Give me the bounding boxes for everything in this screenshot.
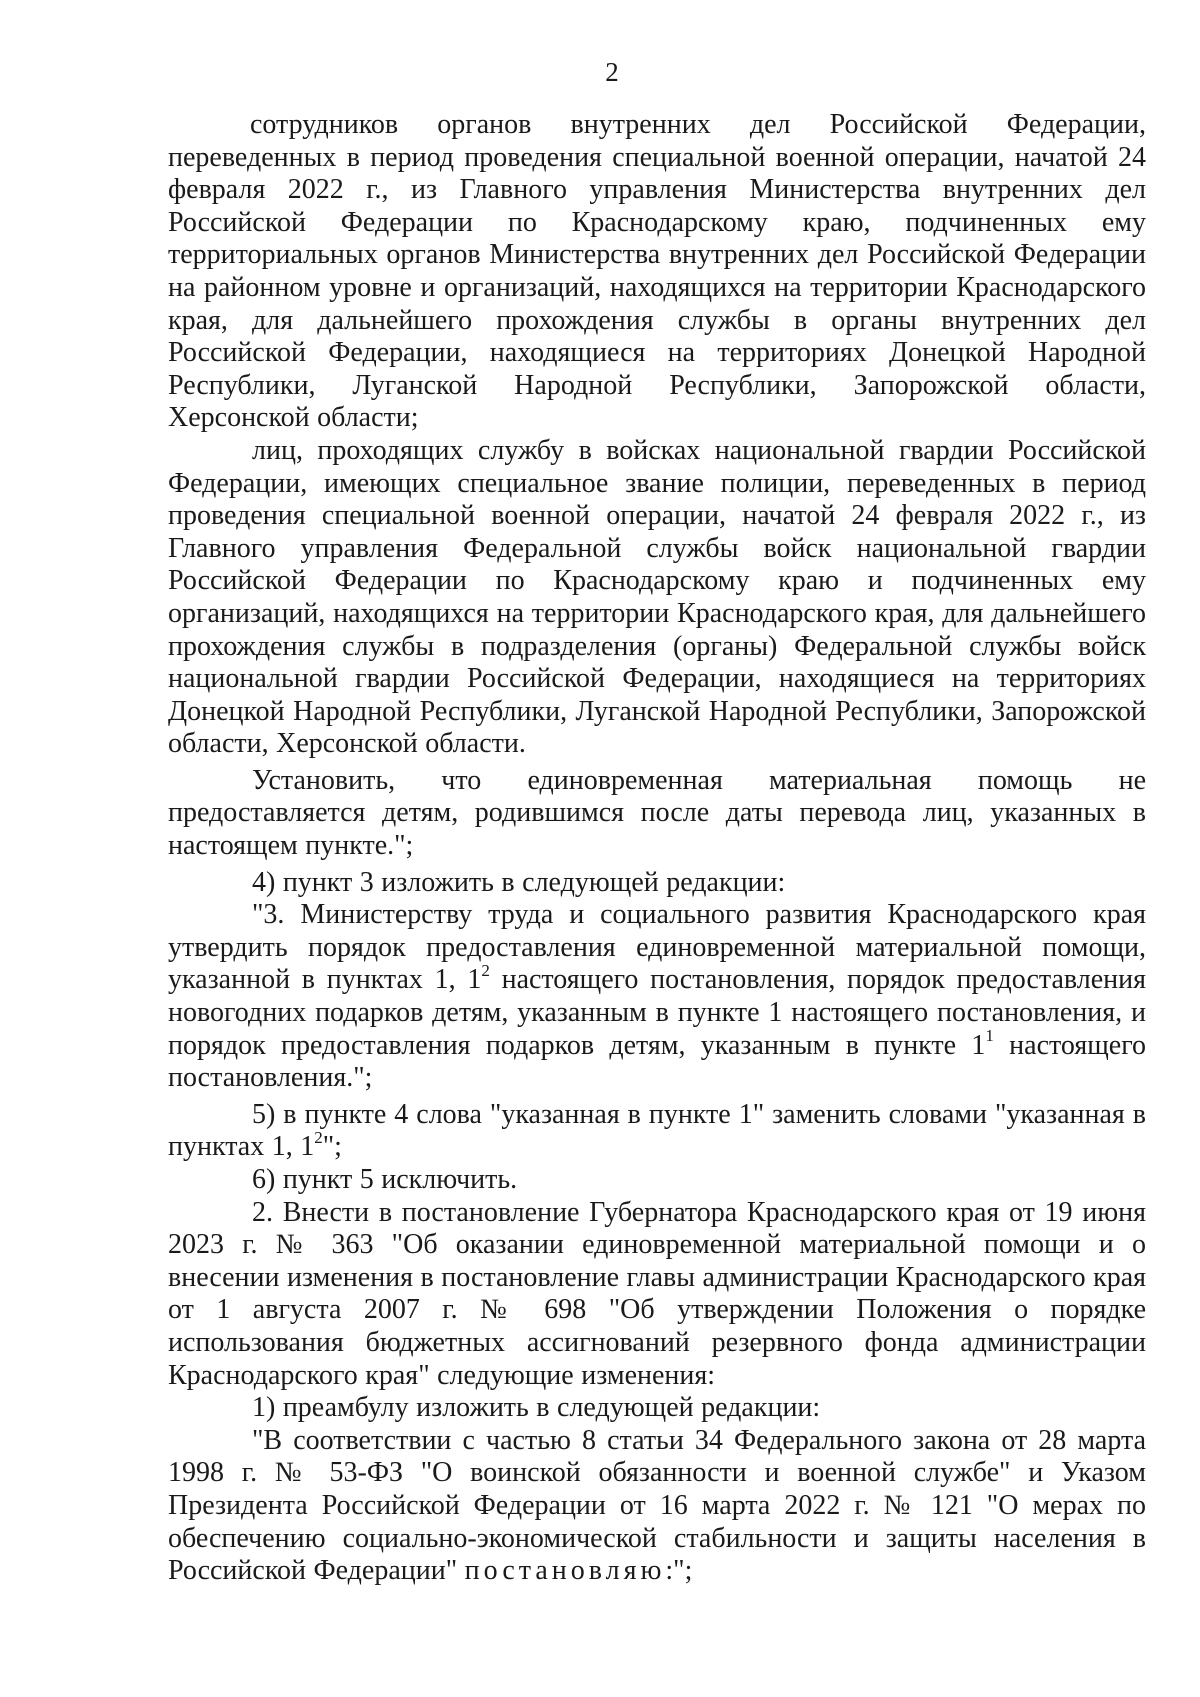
- paragraph-text: настоящего постановления, порядок предоставления новогодних подарков детям, указанным в пункте 1 настоящего постановления, и порядок предоставления подарков детям, указанным в пункте 1: [168, 964, 1146, 1061]
- paragraph-material-aid-exclusion: Установить, что единовременная материальная помощь не предоставляется детям, родившимся после даты перевода лиц, указанных в настоящем пункте.";: [168, 764, 1146, 862]
- paragraph-item-5: [168, 1099, 1146, 1164]
- paragraph-national-guard: лиц, проходящих службу в войсках национальной гвардии Российской Федерации, имеющих специальное звание полиции, переведенных в период проведения специальной военной операции, начатой 24 февраля 2022 г., из Главного управления Федеральной службы войск национальной гвардии Российской Федерации по Краснодарскому краю и подчиненных ему организаций, находящихся на территории Краснодарского края, для дальнейшего прохождения службы в подразделения (органы) Федеральной службы войск национальной гвардии Российской Федерации, находящиеся на территориях Донецкой Народной Республики, Луганской Народной Республики, Запорожской области, Херсонской области.: [168, 434, 1146, 760]
- paragraph-text: "В соответствии с частью 8 статьи 34 Федерального закона от 28 марта 1998 г. № 53-ФЗ "О воинской обязанности и военной службе" и Указом Президента Российской Федерации от 16 марта 2022 г. № 121 "О мерах по обеспечению социально-экономической стабильности и защиты населения в Российской Федерации": [168, 1424, 1146, 1587]
- paragraph-text: настоящего постановления.";: [168, 1029, 1146, 1094]
- paragraph-text: ";: [322, 1131, 342, 1163]
- paragraph-item-4: 4) пункт 3 изложить в следующей редакции:: [252, 866, 786, 898]
- page-number: 2: [605, 57, 619, 87]
- paragraph-item-6: 6) пункт 5 исключить.: [252, 1164, 518, 1195]
- paragraph-text: 5) в пункте 4 слова "указанная в пункте 1" заменить словами "указанная в пунктах 1, 1: [168, 1098, 1146, 1163]
- spaced-keyword: постановляю: [464, 1555, 666, 1587]
- paragraph-text: "3. Министерству труда и социального развития Краснодарского края утвердить порядок предоставления единовременной материальной помощи, указанной в пунктах 1, 1: [168, 899, 1146, 996]
- document-body: [168, 109, 1146, 1588]
- superscript: 2: [314, 1128, 323, 1148]
- paragraph-police-officers: сотрудников органов внутренних дел Российской Федерации, переведенных в период проведения специальной военной операции, начатой 24 февраля 2022 г., из Главного управления Министерства внутренних дел Российской Федерации по Краснодарскому краю, подчиненных ему территориальных органов Министерства внутренних дел Российской Федерации на районном уровне и организаций, находящихся на территории Краснодарского края, для дальнейшего прохождения службы в органы внутренних дел Российской Федерации, находящиеся на территориях Донецкой Народной Республики, Луганской Народной Республики, Запорожской области, Херсонской области;: [168, 109, 1146, 434]
- paragraph-section-2: 2. Внести в постановление Губернатора Краснодарского края от 19 июня 2023 г. № 363 "Об оказании единовременной материальной помощи и о внесении изменения в постановление главы администрации Краснодарского края от 1 августа 2007 г. № 698 "Об утверждении Положения о порядке использования бюджетных ассигнований резервного фонда администрации Краснодарского края" следующие изменения:: [168, 1196, 1146, 1391]
- paragraph-ministry-procedure: [168, 899, 1146, 1095]
- paragraph-preamble-text: [168, 1425, 1146, 1588]
- paragraph-preamble-item: 1) преамбулу изложить в следующей редакции:: [252, 1392, 821, 1424]
- superscript: 2: [481, 961, 490, 981]
- superscript: 1: [985, 1026, 994, 1046]
- paragraph-text: :";: [665, 1555, 693, 1587]
